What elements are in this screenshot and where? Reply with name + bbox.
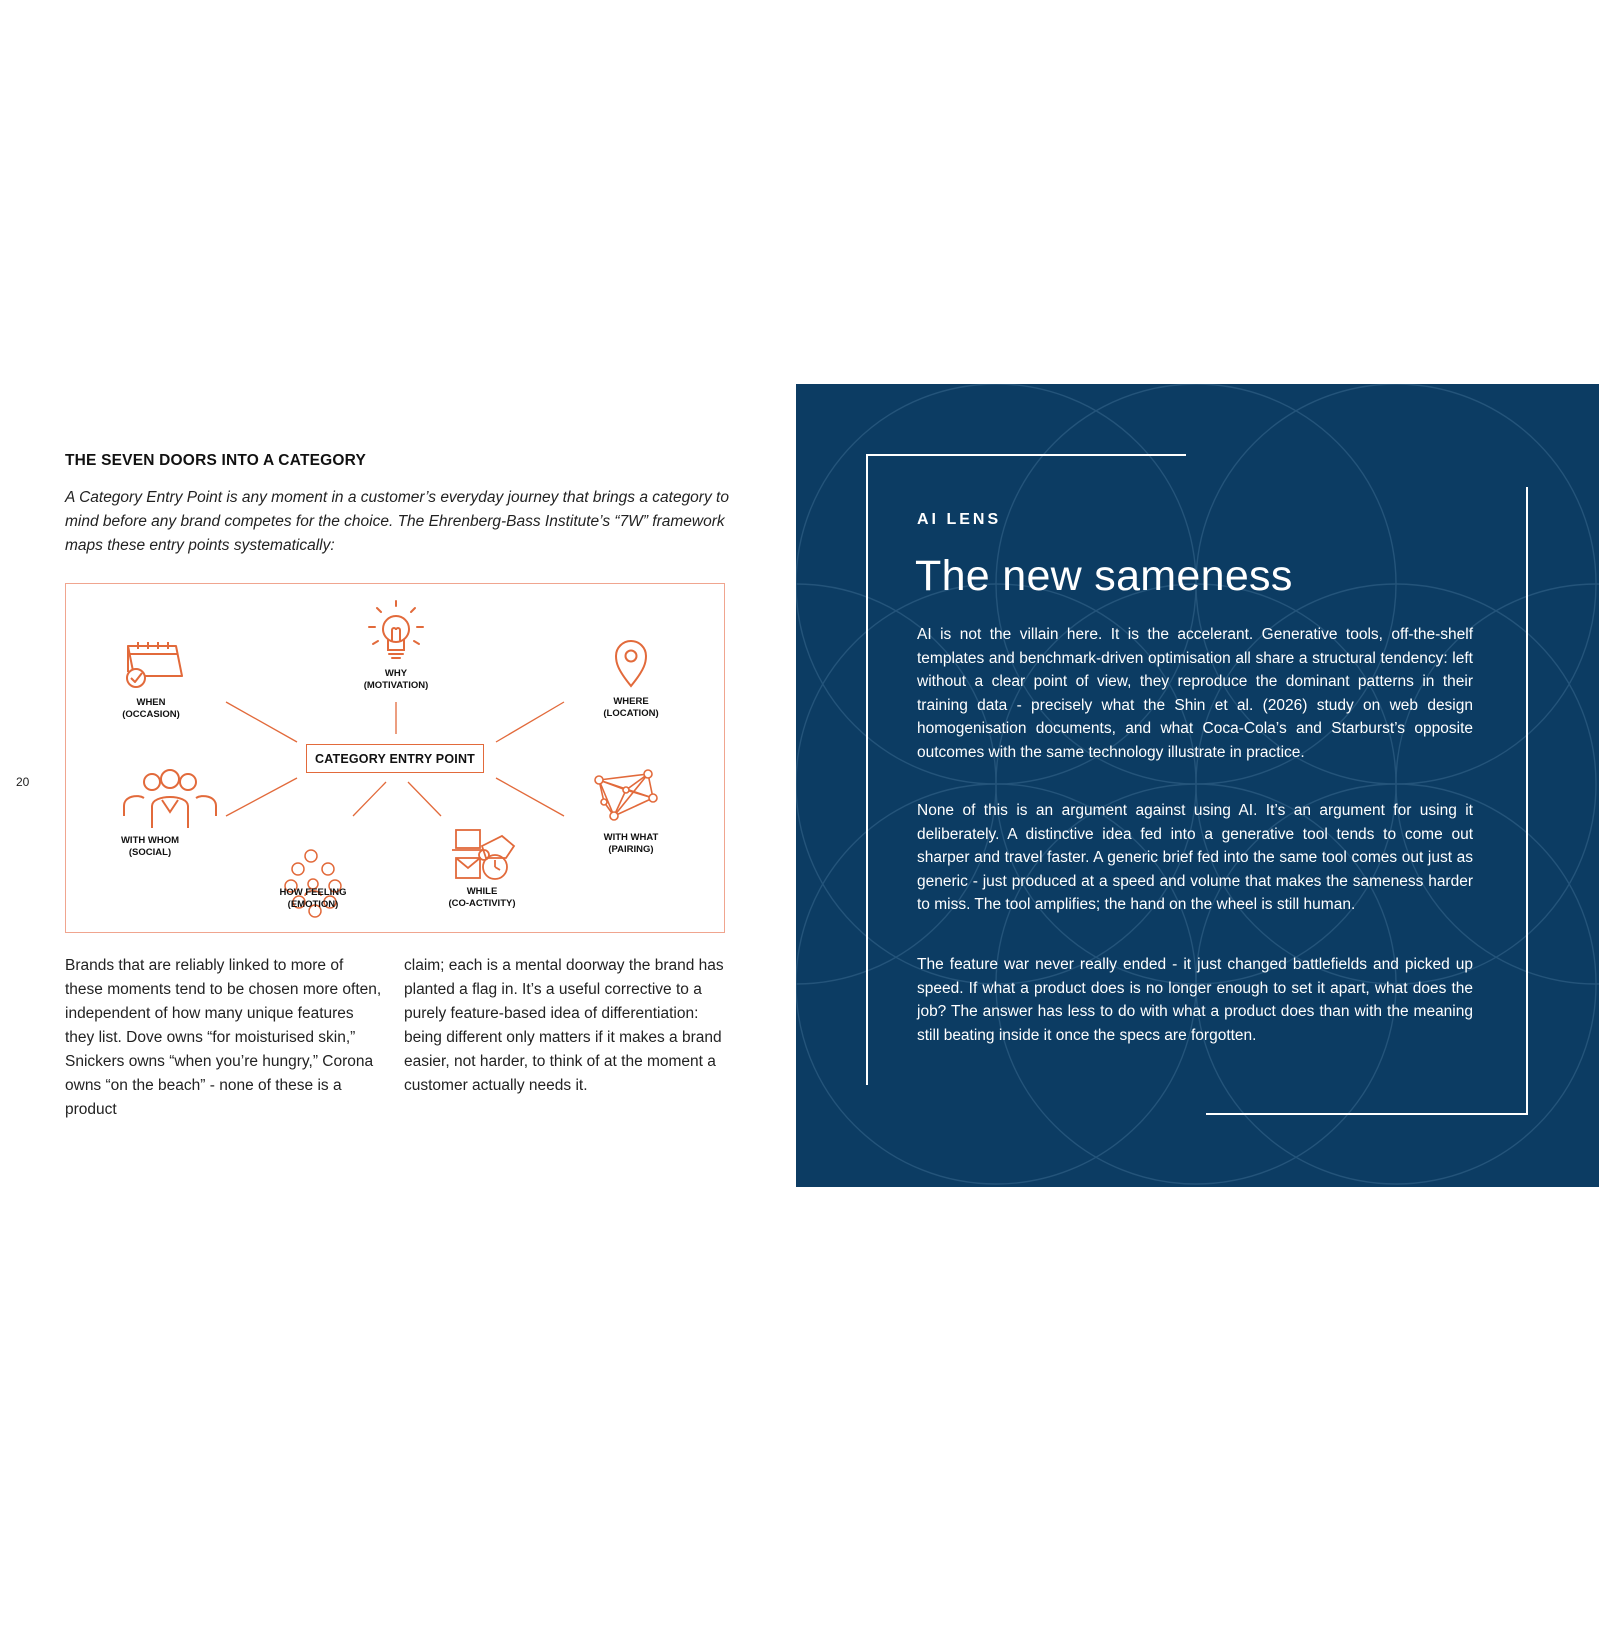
page-number: 20 [16,775,30,789]
panel-paragraph-1: AI is not the villain here. It is the accelerant. Generative tools, off-the-shelf templates and benchmark-driven optimisation all share a structural tendency: left without a clear point of view, they reproduce the dominant patterns in their training data - precisely what the Shin et al. (2026) study on web design homogenisation documents, and what Coca-Cola’s and Starburst’s opposite outcomes with the same technology illustrate in practice. [917,626,1473,761]
node-why-title: WHY [384,668,408,679]
node-label-how-feeling [253,887,373,911]
node-label-why [336,668,456,692]
node-label-where [571,696,691,720]
body-text-column-2: claim; each is a mental doorway the brand has planted a flag in. It’s a useful corrective to a purely feature-based idea of differentiation: being different only matters if it makes a brand easier, not harder, to think of at the moment a customer actually needs it. [404,957,724,1094]
ai-lens-panel [796,384,1599,1187]
panel-paragraph-2: None of this is an argument against using AI. It’s an argument for using it deliberately. A distinctive idea fed into a generative tool tends to come out sharper and travel faster. A generic brief fed into the same tool comes out just as generic - just produced at a speed and volume that makes the sameness harder to miss. The tool amplifies; the hand on the wheel is still human. [917,802,1473,914]
frame-top-line [866,454,1186,456]
node-with-whom-subtitle: (SOCIAL) [128,847,172,858]
panel-label: AI LENS [917,511,1002,528]
connector-where [496,702,564,742]
node-where-title: WHERE [613,696,649,707]
panel-title: The new sameness [915,552,1293,600]
connector-with-what [496,778,564,816]
network-icon [595,770,657,820]
category-entry-point-box: CATEGORY ENTRY POINT [306,744,484,773]
connector-when [226,702,297,742]
connector-how-feeling [353,782,386,816]
people-group-icon [124,770,216,828]
node-why-subtitle: (MOTIVATION) [363,680,429,691]
connector-while [408,782,441,816]
calendar-check-icon [127,642,182,687]
frame-bottom-line [1206,1113,1528,1115]
cep-diagram [65,583,725,933]
node-how-feeling-title: HOW FEELING [279,887,347,898]
body-text-column-1: Brands that are reliably linked to more of these moments tend to be chosen more often, independent of how many unique features they list. Dove owns “for moisturised skin,” Snickers owns “when you’re hungry,” Corona owns “on the beach” - none of these is a product [65,957,382,1118]
map-pin-icon [616,641,646,686]
node-with-what-subtitle: (PAIRING) [608,844,654,855]
node-when-title: WHEN [136,697,166,708]
node-with-what-title: WITH WHAT [603,832,659,843]
node-with-whom-title: WITH WHOM [120,835,180,846]
node-while-title: WHILE [466,886,498,897]
panel-circle-pattern [796,384,1599,1187]
connector-with-whom [226,778,297,816]
lightbulb-icon [369,601,423,658]
node-label-while [422,886,542,910]
activities-icon [452,830,514,879]
intro-paragraph: A Category Entry Point is any moment in a customer’s everyday journey that brings a category to mind before any brand competes for the choice. The Ehrenberg-Bass Institute’s “7W” framework maps these entry points systematically: [65,489,729,554]
panel-paragraph-3: The feature war never really ended - it just changed battlefields and picked up speed. If what a product does is no longer enough to set it apart, what does the job? The answer has less to do with what a product does than with the meaning still beating inside it once the specs are forgotten. [917,956,1473,1044]
node-label-with-whom [90,835,210,859]
node-how-feeling-subtitle: (EMOTION) [287,899,339,910]
node-label-with-what [571,832,691,856]
node-when-subtitle: (OCCASION) [122,709,180,720]
node-label-when [91,697,211,721]
frame-left-line [866,454,868,1085]
section-heading: THE SEVEN DOORS INTO A CATEGORY [65,452,367,469]
frame-right-line [1526,487,1528,1115]
node-where-subtitle: (LOCATION) [603,708,659,719]
node-while-subtitle: (CO-ACTIVITY) [448,898,516,909]
